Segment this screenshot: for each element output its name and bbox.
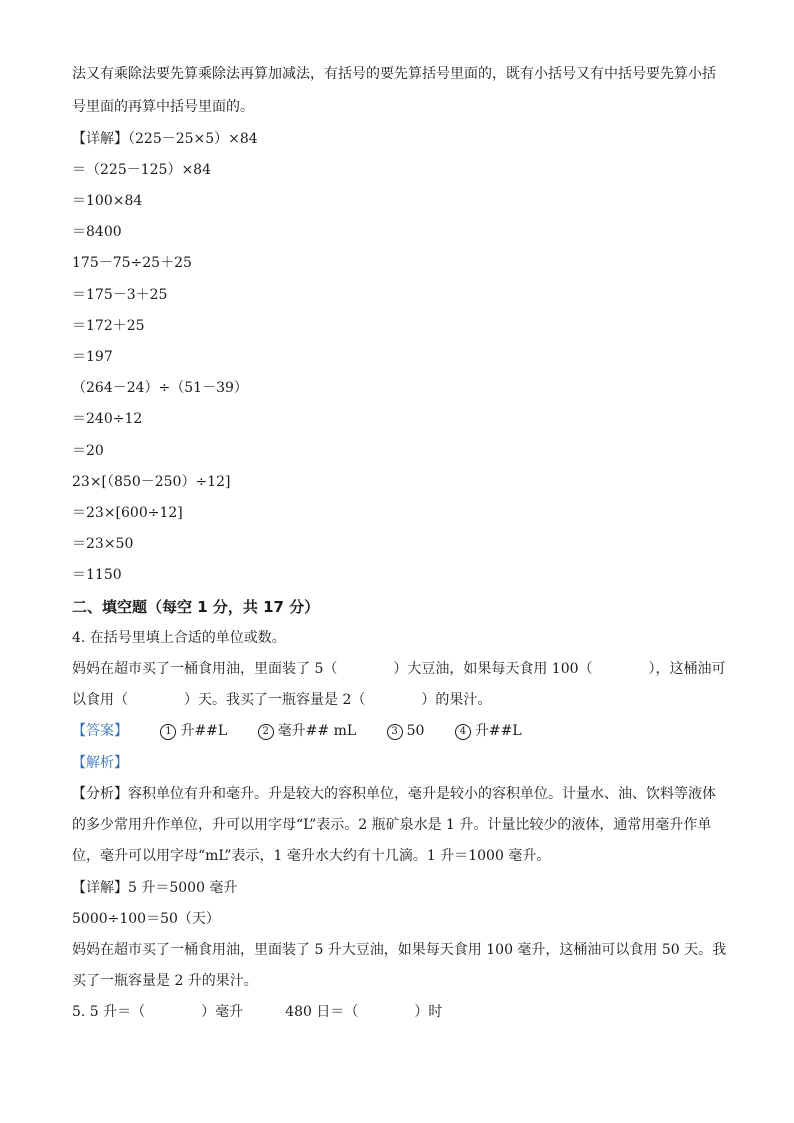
detail-text: 买了一瓶容量是 2 升的果汁。 [72, 973, 258, 989]
answer-item [160, 721, 227, 741]
calc-line: ＝175－3＋25 [72, 287, 168, 303]
circled-number: 3 [387, 724, 403, 740]
answer-item [455, 721, 522, 741]
answer-row [72, 721, 548, 741]
calc-line: ＝197 [72, 349, 113, 365]
analysis-text: 的多少常用升作单位，升可以用字母“L”表示。2 瓶矿泉水是 1 升。计量比较少的液体，通常用毫升作单 [72, 817, 712, 833]
detail-line: 【详解】（225－25×5）×84 [72, 131, 258, 147]
calc-line: ＝240÷12 [72, 411, 143, 427]
question-text: 以食用（ ）天。我买了一瓶容量是 2（ ）的果汁。 [72, 692, 492, 708]
calc-line: ＝172＋25 [72, 318, 145, 334]
circled-number: 1 [160, 724, 176, 740]
calc-line: ＝20 [72, 443, 104, 459]
answer-tag: 【答案】 [72, 723, 128, 739]
detail-text: 【详解】5 升＝5000 毫升 [72, 880, 238, 896]
analysis-tag: 【解析】 [72, 755, 128, 771]
circled-number: 4 [455, 724, 471, 740]
question-stem: 4. 在括号里填上合适的单位或数。 [72, 630, 286, 646]
calc-line: ＝100×84 [72, 193, 143, 209]
answer-item [387, 721, 425, 741]
analysis-text: 位，毫升可以用字母“mL”表示，1 毫升水大约有十几滴。1 升＝1000 毫升。 [72, 848, 551, 864]
analysis-text: 【分析】容积单位有升和毫升。升是较大的容积单位，毫升是较小的容积单位。计量水、油、饮料等液体 [72, 786, 716, 802]
calc-line: 23×[（850－250）÷12] [72, 474, 231, 490]
answer-value: 50 [406, 723, 425, 739]
question-text: 5. 5 升＝（ ）毫升 480 日＝（ ）时 [72, 1004, 443, 1020]
calc-line: ＝23×[600÷12] [72, 505, 183, 521]
answer-item [258, 721, 356, 741]
circled-number: 2 [258, 724, 274, 740]
calc-line: 175－75÷25＋25 [72, 255, 192, 271]
question-text: 妈妈在超市买了一桶食用油，里面装了 5（ ）大豆油，如果每天食用 100（ ），这桶油可 [72, 661, 726, 677]
detail-text: 5000÷100＝50（天） [72, 911, 220, 927]
answer-value: 升##L [180, 723, 228, 739]
text-line: 号里面的再算中括号里面的。 [72, 99, 254, 115]
text-line: 法又有乘除法要先算乘除法再算加减法，有括号的要先算括号里面的，既有小括号又有中括号要先算小括 [72, 66, 716, 82]
calc-line: ＝1150 [72, 567, 122, 583]
answer-value: 升##L [474, 723, 522, 739]
section-title: 二、填空题（每空 1 分，共 17 分） [72, 598, 320, 616]
calc-line: ＝8400 [72, 224, 122, 240]
detail-text: 妈妈在超市买了一桶食用油，里面装了 5 升大豆油，如果每天食用 100 毫升，这桶油可以食用 50 天。我 [72, 942, 727, 958]
answer-value: 毫升## mL [277, 723, 357, 739]
calc-line: ＝23×50 [72, 536, 134, 552]
calc-line: ＝（225－125）×84 [72, 162, 211, 178]
calc-line: （264－24）÷（51－39） [72, 380, 248, 396]
